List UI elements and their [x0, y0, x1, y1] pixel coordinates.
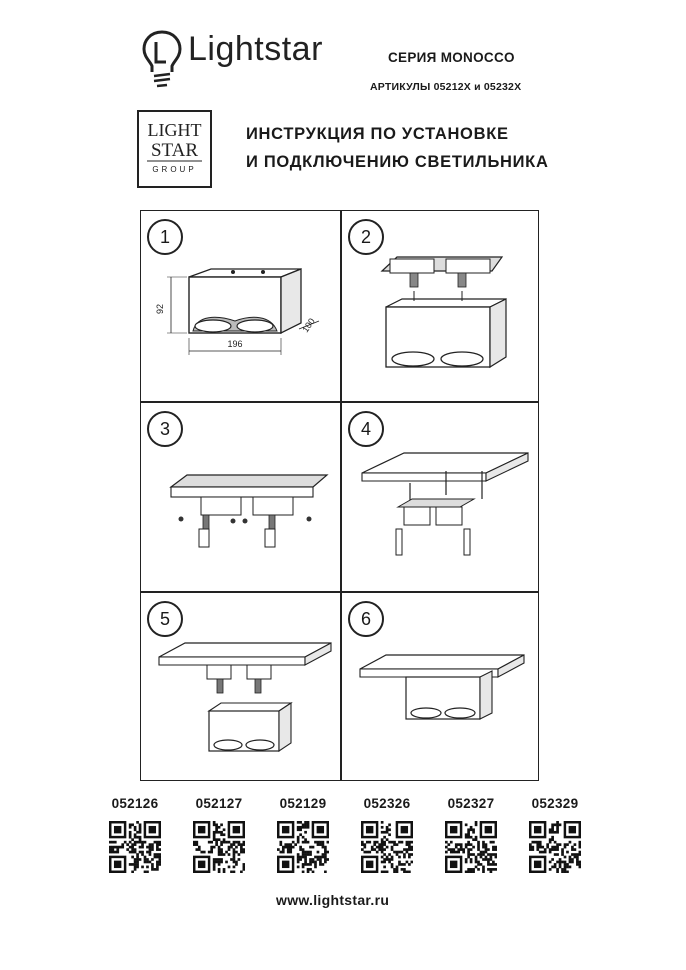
dimension-depth: 100 [300, 316, 317, 335]
product-code-item [95, 796, 175, 873]
product-code-item [515, 796, 595, 873]
instruction-title-line1: ИНСТРУКЦИЯ ПО УСТАНОВКЕ [246, 125, 509, 143]
group-logo-line2: STAR [150, 140, 199, 161]
instruction-title-line2: И ПОДКЛЮЧЕНИЮ СВЕТИЛЬНИКА [246, 153, 549, 171]
qr-code-icon[interactable] [109, 821, 161, 873]
qr-code-icon[interactable] [277, 821, 329, 873]
product-code-item [263, 796, 343, 873]
dimension-length: 196 [227, 339, 243, 349]
step-1-number: 1 [147, 219, 183, 255]
product-code-item [179, 796, 259, 873]
qr-code-icon[interactable] [529, 821, 581, 873]
dimension-height: 92 [155, 303, 165, 315]
step-2-panel [341, 210, 539, 402]
product-code: 052126 [111, 796, 159, 811]
qr-code-icon[interactable] [445, 821, 497, 873]
lightbulb-logo-icon [140, 28, 184, 90]
step-2-number: 2 [348, 219, 384, 255]
step-4-number: 4 [348, 411, 384, 447]
lightstar-group-logo [137, 110, 212, 188]
step-1-panel [140, 210, 341, 402]
step-6-number: 6 [348, 601, 384, 637]
step-4-panel [341, 402, 539, 592]
product-code: 052326 [363, 796, 411, 811]
group-logo-line3: GROUP [152, 165, 197, 174]
product-code-item [431, 796, 511, 873]
qr-code-icon[interactable] [193, 821, 245, 873]
instruction-title [246, 120, 549, 176]
product-code-item [347, 796, 427, 873]
website-link[interactable]: www.lightstar.ru [276, 892, 390, 908]
step-5-number: 5 [147, 601, 183, 637]
product-codes-row [95, 796, 595, 886]
product-code: 052129 [279, 796, 327, 811]
product-code: 052127 [195, 796, 243, 811]
step-3-number: 3 [147, 411, 183, 447]
product-code: 052329 [531, 796, 579, 811]
step-3-panel [140, 402, 341, 592]
step-6-panel [341, 592, 539, 781]
product-code: 052327 [447, 796, 495, 811]
article-numbers: АРТИКУЛЫ 05212X и 05232X [370, 81, 522, 93]
step-5-panel [140, 592, 341, 781]
brand-name: Lightstar [188, 30, 323, 68]
qr-code-icon[interactable] [361, 821, 413, 873]
group-logo-line1: LIGHT [147, 120, 202, 140]
installation-steps-grid [140, 210, 539, 781]
series-name: СЕРИЯ MONOCCO [388, 50, 515, 65]
